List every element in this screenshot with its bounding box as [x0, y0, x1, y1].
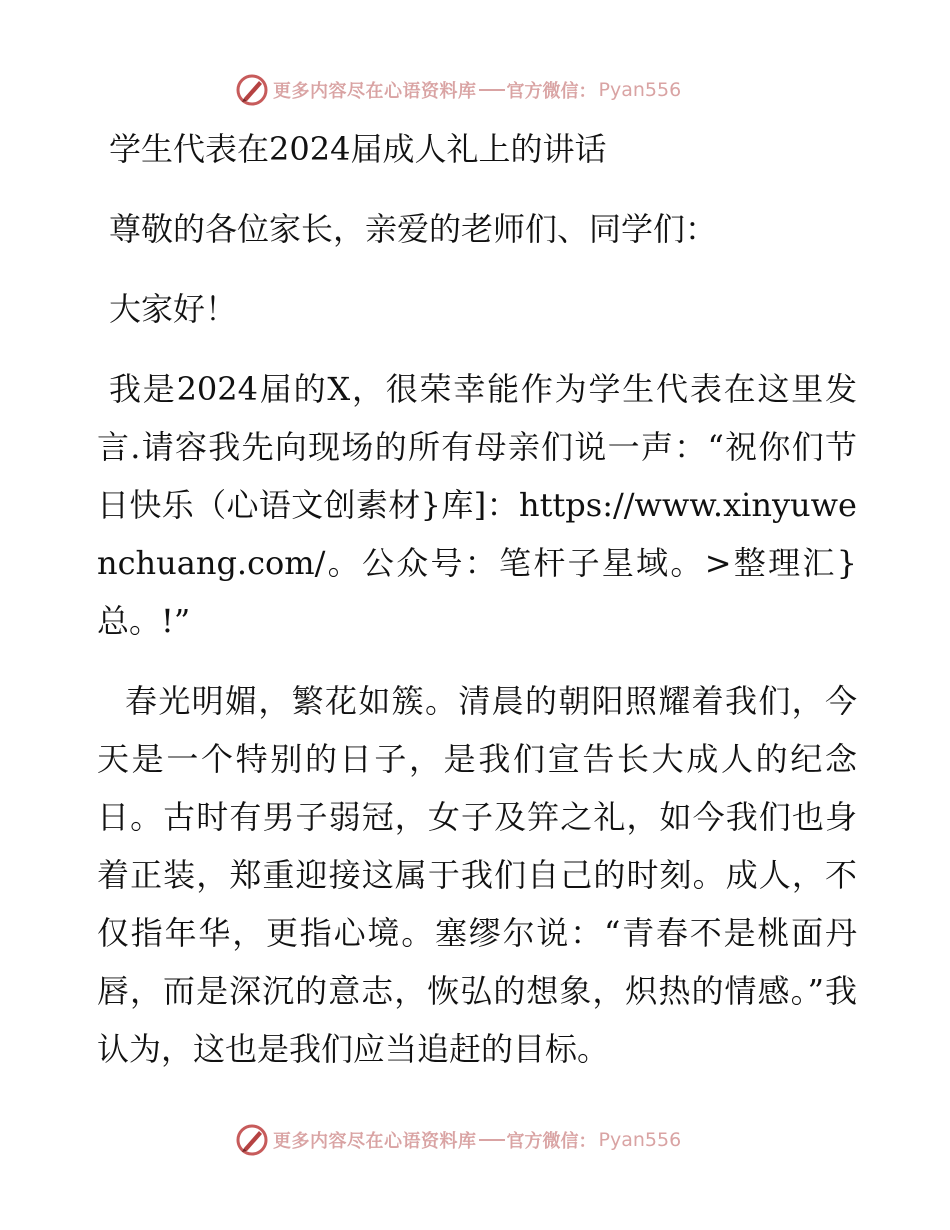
watermark-dash [479, 89, 505, 91]
header-watermark [235, 72, 681, 108]
salutation: 尊敬的各位家长，亲爱的老师们、同学们： [109, 210, 718, 248]
greeting: 大家好！ [109, 290, 238, 328]
watermark-official-label: 官方微信： [506, 81, 597, 102]
watermark-main-text: 更多内容尽在心语资料库 [273, 81, 477, 102]
document-body [97, 120, 857, 1078]
watermark-dash [479, 1139, 505, 1141]
document-title: 学生代表在2024届成人礼上的讲话 [109, 130, 607, 168]
quill-pen-logo-icon [235, 1123, 269, 1157]
watermark-main-text: 更多内容尽在心语资料库 [273, 1131, 477, 1152]
watermark-wechat-id: Pyan556 [598, 1129, 682, 1151]
quill-pen-logo-icon [235, 73, 269, 107]
footer-watermark [235, 1122, 681, 1158]
paragraph-main: 春光明媚，繁花如簇。清晨的朝阳照耀着我们，今天是一个特别的日子，是我们宣告长大成人的纪念日。古时有男子弱冠，女子及笄之礼，如今我们也身着正装，郑重迎接这属于我们自己的时刻。成人，不仅指年华，更指心境。塞缪尔说：“青春不是桃面丹唇，而是深沉的意志，恢弘的想象，炽热的情感。”我认为，这也是我们应当追赶的目标。 [97, 682, 857, 1068]
paragraph-intro: 我是2024届的X，很荣幸能作为学生代表在这里发言.请容我先向现场的所有母亲们说一声：“祝你们节日快乐（心语文创素材}库]：https://www.xinyuwenchuang.com/。公众号：笔杆子星域。>整理汇}总。!” [97, 370, 857, 640]
watermark-wechat-id: Pyan556 [598, 79, 682, 101]
watermark-official-label: 官方微信： [506, 1131, 597, 1152]
